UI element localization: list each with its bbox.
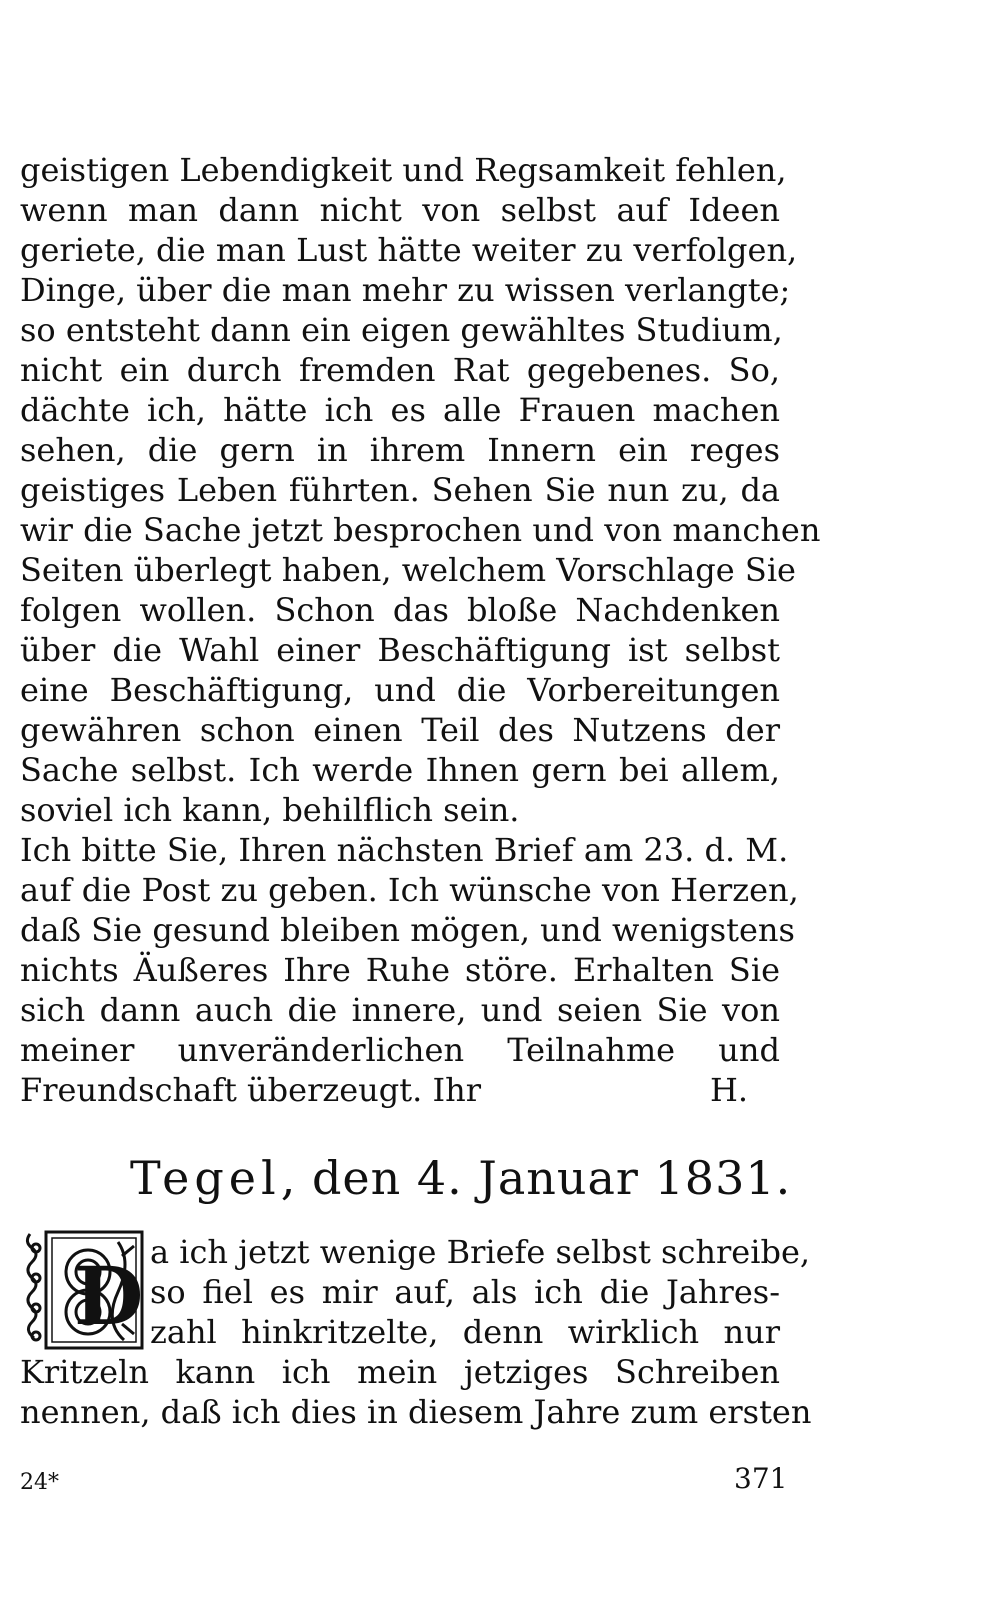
text-line: eine Beschäftigung, und die Vorbereitungen [20,671,780,709]
text-line: geistiges Leben führten. Sehen Sie nun zu, da [20,471,780,509]
text-line: nicht ein durch fremden Rat gegebenes. So, [20,351,780,389]
text-line: meiner unveränderlichen Teilnahme und [20,1031,780,1069]
text-line: soviel ich kann, behilflich sein. [20,791,520,829]
closing-text: Freundschaft überzeugt. Ihr [20,1071,482,1109]
text-line: wenn man dann nicht von selbst auf Ideen [20,191,780,229]
text-line: a ich jetzt wenige Briefe selbst schreibe, [150,1233,811,1271]
text-line: folgen wollen. Schon das bloße Nachdenken [20,591,780,629]
text-line: Kritzeln kann ich mein jetziges Schreiben [20,1353,780,1391]
page-number: 371 [734,1462,788,1495]
text-line: geriete, die man Lust hätte weiter zu verfolgen, [20,231,798,269]
text-line: gewähren schon einen Teil des Nutzens der [20,711,780,749]
text-line: Sache selbst. Ich werde Ihnen gern bei allem, [20,751,780,789]
dropcap-letter: D [74,1249,144,1343]
text-line: wir die Sache jetzt besprochen und von manchen [20,511,821,549]
text-line: zahl hinkritzelte, denn wirklich nur [150,1313,780,1351]
text-line: so entsteht dann ein eigen gewähltes Studium, [20,311,783,349]
text-line: Dinge, über die man mehr zu wissen verlangte; [20,271,791,309]
letter-heading [130,1148,791,1208]
text-line: Ich bitte Sie, Ihren nächsten Brief am 23. d. M. [20,831,789,869]
closing-line [20,1070,780,1110]
signature-mark: 24* [20,1470,59,1495]
text-line: so fiel es mir auf, als ich die Jahres- [150,1273,780,1311]
text-line: auf die Post zu geben. Ich wünsche von Herzen, [20,871,799,909]
closing-initial: H. [710,1071,749,1109]
heading-date: , den 4. Januar 1831. [280,1151,792,1205]
text-line: dächte ich, hätte ich es alle Frauen machen [20,391,780,429]
letter-body [20,150,821,1110]
heading-place: Tegel [130,1151,281,1205]
text-line: sich dann auch die innere, und seien Sie von [20,991,780,1029]
letter-continuation [20,1352,812,1432]
text-line: daß Sie gesund bleiben mögen, und wenigstens [20,911,795,949]
ornamental-initial [22,1228,148,1354]
text-line: geistigen Lebendigkeit und Regsamkeit fehlen, [20,151,787,189]
text-line: Seiten überlegt haben, welchem Vorschlage Sie [20,551,796,589]
text-line: nichts Äußeres Ihre Ruhe störe. Erhalten Sie [20,951,780,989]
text-line: über die Wahl einer Beschäftigung ist selbst [20,631,780,669]
dropcap-lines [150,1232,811,1352]
text-line: nennen, daß ich dies in diesem Jahre zum ersten [20,1393,812,1431]
text-line: sehen, die gern in ihrem Innern ein reges [20,431,780,469]
